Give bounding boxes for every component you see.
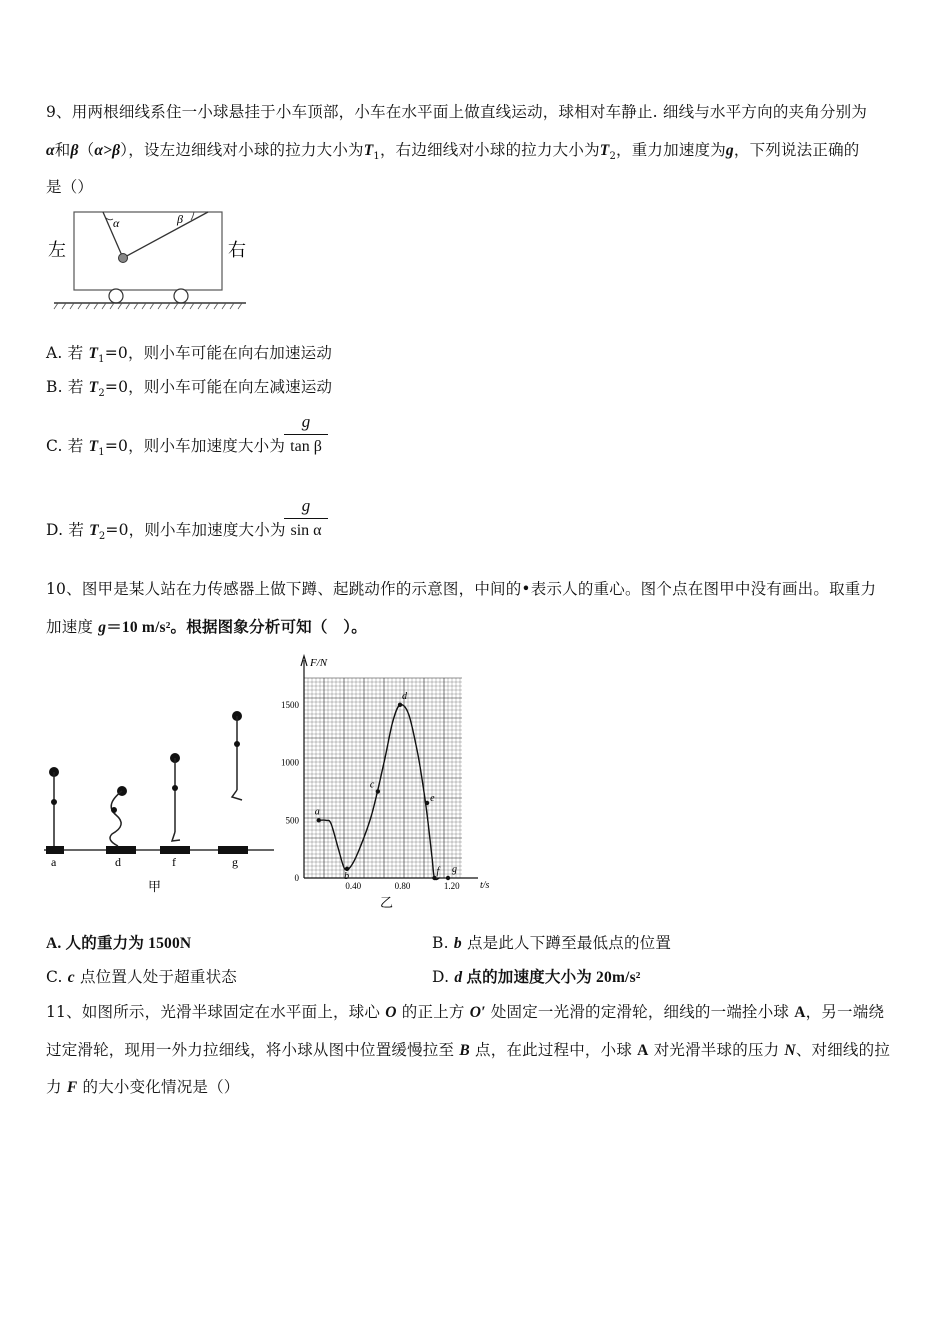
q11-line1 (46, 1001, 884, 1024)
g-symbol: g (98, 619, 107, 636)
q11-text: 过定滑轮，现用一外力拉细线，将小球从图中位置缓慢拉至 (46, 1041, 460, 1059)
q9-text: ，下列说法正确的 (733, 141, 860, 159)
q10-option-a[interactable] (46, 932, 191, 955)
q9-line2 (46, 139, 859, 168)
alpha-symbol: α (46, 142, 55, 159)
o-symbol: O (385, 1004, 397, 1021)
f-symbol: F (66, 1079, 78, 1096)
a-symbol: A (637, 1042, 649, 1059)
t2-subscript: 2 (609, 151, 617, 163)
q9-text: （ (78, 141, 95, 159)
fraction-numerator: g (301, 496, 311, 515)
y-ticks (281, 700, 300, 883)
q11-text: ，另一端绕 (805, 1003, 885, 1021)
q9-option-c[interactable] (46, 435, 285, 464)
option-label: A. 若 (46, 344, 89, 362)
label-a: a (51, 855, 57, 869)
y-axis-label: F/N (310, 657, 328, 669)
point-d (398, 703, 402, 707)
q10-figure-jia (44, 700, 276, 900)
q9-option-c-fraction (284, 412, 328, 457)
q11-text: 11、如图所示，光滑半球固定在水平面上，球心 (46, 1003, 386, 1021)
t2-symbol: T (88, 379, 99, 396)
option-label: D. (432, 968, 455, 986)
y-tick-label: 1000 (281, 757, 299, 768)
point-a (317, 818, 321, 822)
t2-subscript: 2 (98, 388, 105, 400)
x-tick-label: 0.40 (345, 881, 362, 891)
q10-line1: 10、图甲是某人站在力传感器上做下蹲、起跳动作的示意图，中间的•表示人的重心。图个点在图甲中没有画出。取重力 (46, 580, 877, 598)
figure-yi-caption: 乙 (380, 896, 394, 911)
option-text: 点是此人下蹲至最低点的位置 (461, 934, 672, 952)
q9-text: ），设左边细线对小球的拉力大小为 (120, 141, 364, 159)
option-text: =0，则小车可能在向左减速运动 (104, 378, 333, 396)
q10-line2 (46, 616, 367, 639)
option-text: 点的加速度大小为 20m/s² (462, 969, 641, 986)
chart-axes (301, 656, 478, 878)
q11-text: 力 (46, 1078, 67, 1096)
point-label-g: g (452, 864, 457, 875)
beta-label: β (177, 212, 183, 226)
g-symbol: g (725, 142, 734, 159)
q9-cart-figure (46, 204, 256, 314)
chart-grid (304, 678, 462, 878)
beta-symbol: β (70, 142, 79, 159)
q9-text: ，重力加速度为 (616, 141, 726, 159)
var-c: c (67, 969, 75, 986)
y-tick-label: 500 (285, 815, 299, 826)
q9-option-a[interactable] (46, 342, 332, 371)
var-d: d (454, 969, 463, 986)
a-symbol: A (794, 1004, 806, 1021)
var-b: b (453, 935, 462, 952)
option-label: B. (432, 934, 454, 952)
fraction-denominator: sin α (290, 522, 322, 539)
q10-option-c[interactable] (46, 966, 237, 989)
o-prime-symbol: O′ (469, 1004, 486, 1021)
option-text: =0，则小车加速度大小为 (105, 521, 286, 539)
q11-text: 、对细线的拉 (795, 1041, 891, 1059)
fraction-denominator: tan β (290, 438, 322, 455)
option-label: D. 若 (46, 521, 90, 539)
t1-subscript: 1 (98, 447, 105, 459)
q11-text: 的大小变化情况是（） (77, 1078, 240, 1096)
t1-symbol: T (88, 345, 99, 362)
option-text: 点位置人处于超重状态 (74, 968, 237, 986)
point-label-e: e (430, 792, 435, 804)
q11-text: 点，在此过程中，小球 (469, 1041, 638, 1059)
q9-line1: 9、用两根细线系住一小球悬挂于小车顶部，小车在水平面上做直线运动，球相对车静止. 细线与水平方向的夹角分别为 (46, 103, 868, 121)
x-tick-label: 1.20 (443, 881, 460, 891)
point-e (425, 801, 429, 805)
q11-text: 的正上方 (396, 1003, 470, 1021)
t1-subscript: 1 (98, 354, 105, 366)
x-ticks (345, 881, 460, 891)
q11-line2 (46, 1039, 890, 1062)
x-tick-label: 0.80 (394, 881, 411, 891)
t2-symbol: T (599, 142, 610, 159)
option-label: B. 若 (46, 378, 89, 396)
q9-option-b[interactable] (46, 376, 332, 405)
point-label-c: c (369, 779, 375, 791)
q11-text: 处固定一光滑的定滑轮，细线的一端拴小球 (485, 1003, 795, 1021)
option-text: =0，则小车加速度大小为 (104, 437, 286, 455)
t1-symbol: T (88, 438, 99, 455)
point-label-b: b (344, 870, 350, 882)
q9-line3: 是（） (46, 178, 94, 196)
q11-text: 对光滑半球的压力 (648, 1041, 785, 1059)
point-c (376, 789, 380, 793)
q10-chart-yi (268, 650, 504, 912)
point-label-d: d (402, 690, 407, 702)
y-tick-label: 1500 (281, 699, 299, 710)
label-g: g (232, 855, 238, 869)
q9-text: 和 (54, 141, 71, 159)
point-g (446, 876, 450, 880)
option-text: =0，则小车可能在向右加速运动 (104, 344, 333, 362)
t2-subscript: 2 (98, 531, 106, 543)
q9-option-d-fraction (284, 496, 328, 541)
q9-text: ，右边细线对小球的拉力大小为 (379, 141, 600, 159)
q9-option-d[interactable] (46, 519, 286, 548)
option-label: C. 若 (46, 437, 89, 455)
option-label: C. (46, 968, 68, 986)
q10-option-d[interactable] (432, 966, 641, 989)
n-symbol: N (784, 1042, 796, 1059)
label-d: d (115, 855, 121, 869)
fraction-bar (284, 434, 328, 435)
y-tick-label: 0 (294, 873, 299, 883)
left-label: 左 (48, 240, 66, 261)
alpha-label: α (113, 216, 120, 230)
q10-text: ＝10 m/s²。根据图象分析可知（ ）。 (106, 619, 367, 636)
q10-option-b[interactable] (432, 932, 671, 955)
fraction-numerator: g (301, 412, 311, 431)
t1-symbol: T (363, 142, 374, 159)
t2-symbol: T (89, 522, 99, 539)
t1-subscript: 1 (373, 151, 380, 163)
point-label-f: f (436, 866, 440, 877)
q10-text: 加速度 (46, 618, 99, 636)
alpha-beta-relation: α>β (94, 142, 121, 159)
label-f: f (172, 855, 176, 869)
b-symbol: B (459, 1042, 470, 1059)
x-axis-label: t/s (480, 880, 490, 891)
figure-jia-caption: 甲 (148, 880, 162, 895)
option-text: A. 人的重力为 1500N (46, 935, 192, 952)
right-label: 右 (228, 240, 246, 261)
point-label-a: a (314, 806, 320, 818)
q11-line3 (46, 1076, 240, 1099)
fraction-bar (284, 518, 328, 519)
